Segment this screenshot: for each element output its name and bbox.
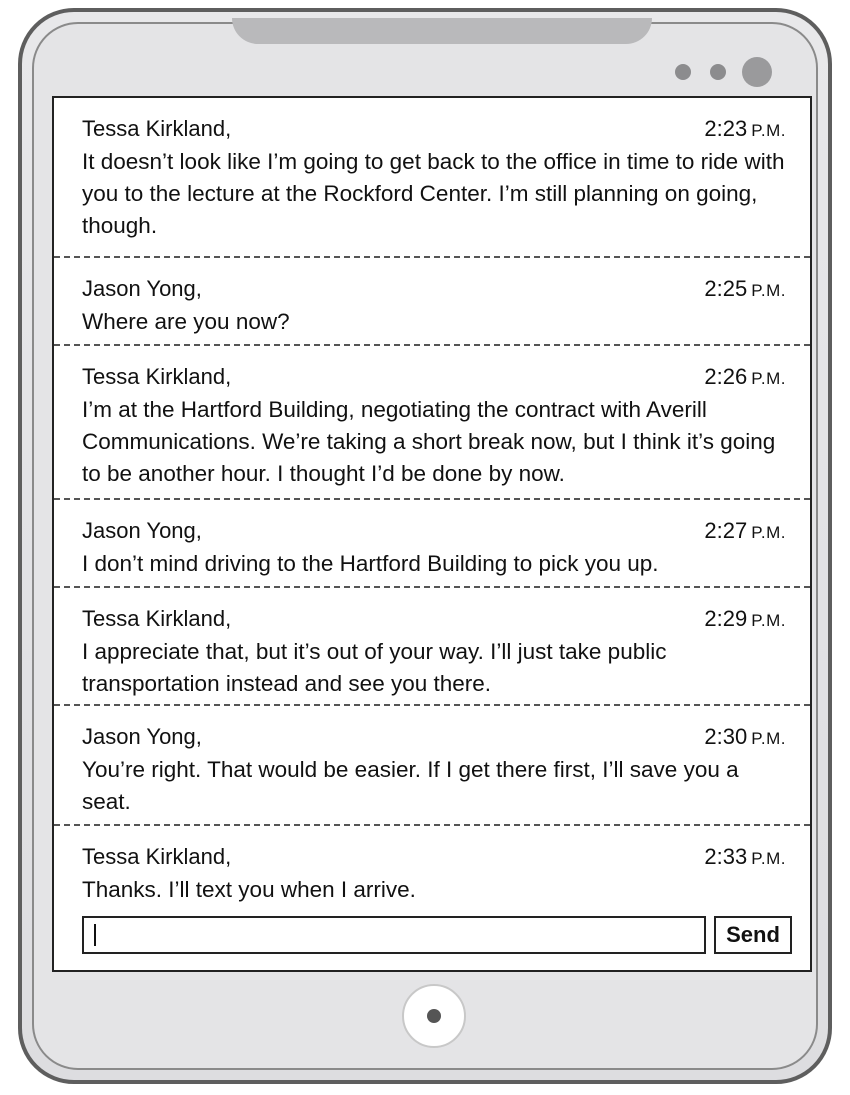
- message-time-period: P.M.: [751, 849, 786, 868]
- message-item: [54, 826, 810, 912]
- message-time-period: P.M.: [751, 369, 786, 388]
- home-button-icon: [427, 1009, 441, 1023]
- message-input[interactable]: [82, 916, 706, 954]
- message-timestamp: [704, 362, 786, 394]
- compose-bar: [82, 916, 792, 954]
- message-sender: Tessa Kirkland,: [82, 364, 232, 389]
- message-time-period: P.M.: [751, 281, 786, 300]
- message-header: [82, 842, 786, 874]
- message-time: 2:23: [704, 116, 748, 141]
- message-time-period: P.M.: [751, 523, 786, 542]
- message-timestamp: [704, 516, 786, 548]
- message-time: 2:33: [704, 844, 748, 869]
- message-timestamp: [704, 604, 786, 636]
- message-text: I don’t mind driving to the Hartford Building to pick you up.: [82, 551, 659, 576]
- message-text: I appreciate that, but it’s out of your way. I’ll just take public transportation instead and see you there.: [82, 639, 667, 696]
- send-button[interactable]: Send: [714, 916, 792, 954]
- message-time-period: P.M.: [751, 611, 786, 630]
- sensor-dot-icon: [710, 64, 726, 80]
- tablet-device: [18, 8, 832, 1084]
- message-text: I’m at the Hartford Building, negotiating the contract with Averill Communications. We’re taking a short break now, but I think it’s going to be another hour. I thought I’d be done by now.: [82, 397, 776, 486]
- message-time: 2:25: [704, 276, 748, 301]
- message-sender: Tessa Kirkland,: [82, 844, 232, 869]
- message-timestamp: [704, 842, 786, 874]
- top-speaker-notch: [232, 18, 652, 44]
- message-time: 2:27: [704, 518, 748, 543]
- home-button[interactable]: [402, 984, 466, 1048]
- message-sender: Tessa Kirkland,: [82, 606, 232, 631]
- message-timestamp: [704, 114, 786, 146]
- message-time: 2:29: [704, 606, 748, 631]
- message-item: [54, 500, 810, 588]
- message-timestamp: [704, 274, 786, 306]
- message-header: [82, 722, 786, 754]
- message-item: [54, 346, 810, 500]
- message-time-period: P.M.: [751, 729, 786, 748]
- sensor-dot-icon: [675, 64, 691, 80]
- message-timestamp: [704, 722, 786, 754]
- message-header: [82, 114, 786, 146]
- message-time-period: P.M.: [751, 121, 786, 140]
- message-time: 2:30: [704, 724, 748, 749]
- message-item: [54, 98, 810, 258]
- camera-icon: [742, 57, 772, 87]
- message-text: Where are you now?: [82, 309, 290, 334]
- message-header: [82, 516, 786, 548]
- text-caret: [94, 924, 96, 946]
- message-time: 2:26: [704, 364, 748, 389]
- chat-screen: [52, 96, 812, 972]
- message-sender: Jason Yong,: [82, 724, 202, 749]
- message-sender: Jason Yong,: [82, 518, 202, 543]
- message-header: [82, 604, 786, 636]
- message-header: [82, 362, 786, 394]
- message-header: [82, 274, 786, 306]
- message-sender: Jason Yong,: [82, 276, 202, 301]
- message-text: It doesn’t look like I’m going to get back to the office in time to ride with you to the lecture at the Rockford Center. I’m still planning on going, though.: [82, 149, 785, 238]
- message-item: [54, 706, 810, 826]
- message-item: [54, 258, 810, 346]
- message-sender: Tessa Kirkland,: [82, 116, 232, 141]
- message-text: You’re right. That would be easier. If I get there first, I’ll save you a seat.: [82, 757, 739, 814]
- message-item: [54, 588, 810, 706]
- message-text: Thanks. I’ll text you when I arrive.: [82, 877, 416, 902]
